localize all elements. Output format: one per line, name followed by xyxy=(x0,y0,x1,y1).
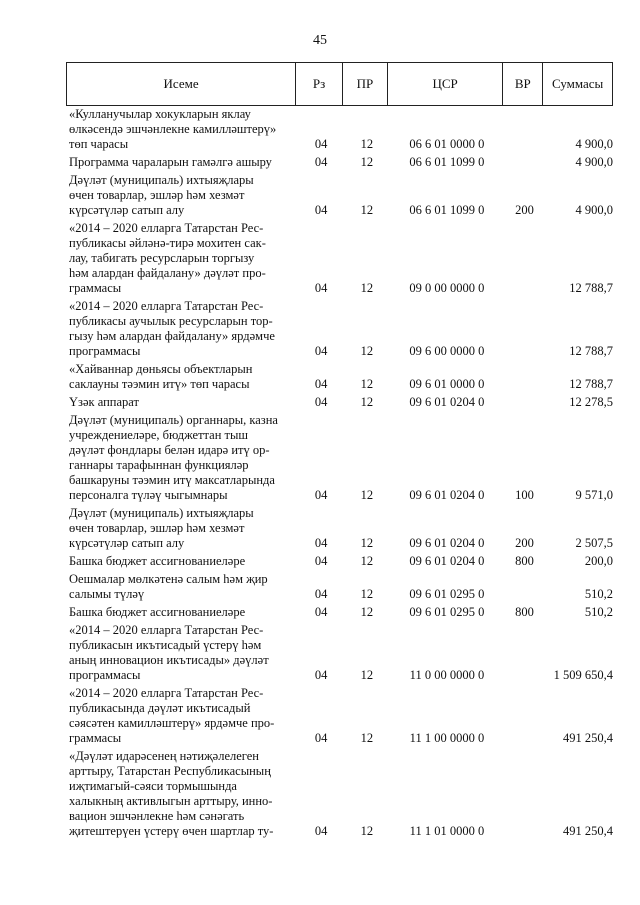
row-name-line: гызу һәм алардан файдалану» ярдәмче xyxy=(69,329,275,343)
row-csr: 06 6 01 1099 0 xyxy=(409,155,485,169)
row-name xyxy=(66,362,290,392)
row-csr: 09 6 01 0295 0 xyxy=(409,605,485,619)
row-name-line: Программа чараларын гамәлгә ашыру xyxy=(69,155,272,169)
table-row xyxy=(66,554,613,569)
row-pr: 12 xyxy=(360,731,374,745)
row-rz: 04 xyxy=(314,824,328,838)
table-row xyxy=(66,686,613,746)
row-name-line: иҗтимагый-сәяси тормышында xyxy=(69,779,237,793)
row-name-line: һәм алардан файдалану» дәүләт про- xyxy=(69,266,266,280)
row-rz: 04 xyxy=(314,395,328,409)
row-sum: 9 571,0 xyxy=(575,488,613,502)
row-vr: 800 xyxy=(515,554,534,568)
row-sum: 4 900,0 xyxy=(575,203,613,217)
row-rz: 04 xyxy=(314,731,328,745)
table-row xyxy=(66,572,613,602)
row-rz: 04 xyxy=(314,554,328,568)
row-name xyxy=(66,173,290,218)
row-csr: 09 6 01 0204 0 xyxy=(409,488,485,502)
row-name xyxy=(66,572,290,602)
row-rz: 04 xyxy=(314,536,328,550)
row-rz: 04 xyxy=(314,668,328,682)
row-name-line: публикасында дәүләт икътисадый xyxy=(69,701,251,715)
table-row xyxy=(66,155,613,170)
row-sum: 491 250,4 xyxy=(563,824,613,838)
header-csr: ЦСР xyxy=(388,63,504,105)
row-name xyxy=(66,299,290,359)
row-vr: 800 xyxy=(515,605,534,619)
row-name-line: граммасы xyxy=(69,731,122,745)
row-name xyxy=(66,506,290,551)
row-name xyxy=(66,413,290,503)
row-name-line: «2014 – 2020 елларга Татарстан Рес- xyxy=(69,686,264,700)
row-name-line: «2014 – 2020 елларга Татарстан Рес- xyxy=(69,221,264,235)
row-rz: 04 xyxy=(314,605,328,619)
row-name-line: персоналга түләү чыгымнары xyxy=(69,488,228,502)
table-row xyxy=(66,395,613,410)
row-name-line: күрсәтүләр сатып алу xyxy=(69,203,185,217)
row-sum: 2 507,5 xyxy=(575,536,613,550)
table-row xyxy=(66,413,613,503)
row-name-line: «Хайваннар дөньясы объектларын xyxy=(69,362,253,376)
row-pr: 12 xyxy=(360,377,374,391)
row-csr: 09 6 01 0295 0 xyxy=(409,587,485,601)
row-pr: 12 xyxy=(360,137,374,151)
row-name-line: «2014 – 2020 елларга Татарстан Рес- xyxy=(69,299,264,313)
page-number: 45 xyxy=(313,33,327,48)
table-row xyxy=(66,299,613,359)
row-rz: 04 xyxy=(314,137,328,151)
row-name xyxy=(66,686,290,746)
row-sum: 200,0 xyxy=(584,554,613,568)
row-csr: 06 6 01 0000 0 xyxy=(409,137,485,151)
row-name-line: халыкның активлыгын арттыру, инно- xyxy=(69,794,273,808)
row-name-line: лау, табигать ресурсларын торгызу xyxy=(69,251,255,265)
row-pr: 12 xyxy=(360,554,374,568)
header-vr: ВР xyxy=(503,63,543,105)
row-csr: 09 0 00 0000 0 xyxy=(409,281,485,295)
row-rz: 04 xyxy=(314,155,328,169)
row-csr: 09 6 01 0204 0 xyxy=(409,554,485,568)
row-sum: 510,2 xyxy=(584,605,613,619)
row-rz: 04 xyxy=(314,488,328,502)
row-name-line: аның инновацион икътисады» дәүләт xyxy=(69,653,269,667)
table-row xyxy=(66,506,613,551)
row-name-line: публикасы аучылык ресурсларын тор- xyxy=(69,314,273,328)
table-row xyxy=(66,623,613,683)
row-pr: 12 xyxy=(360,824,374,838)
row-csr: 11 1 01 0000 0 xyxy=(409,824,485,838)
header-name: Исеме xyxy=(67,63,296,105)
row-name-line: саклауны тәэмин итү» төп чарасы xyxy=(69,377,250,391)
row-name-line: ганнары тарафыннан функцияләр xyxy=(69,458,249,472)
row-name-line: программасы xyxy=(69,344,141,358)
table-body xyxy=(66,107,613,839)
row-rz: 04 xyxy=(314,377,328,391)
row-csr: 09 6 00 0000 0 xyxy=(409,344,485,358)
row-name-line: салымы түләү xyxy=(69,587,145,601)
row-name-line: Үзәк аппарат xyxy=(69,395,139,409)
row-name-line: Дәүләт (муниципаль) ихтыяҗлары xyxy=(69,173,254,187)
row-csr: 06 6 01 1099 0 xyxy=(409,203,485,217)
table-row xyxy=(66,221,613,296)
row-name xyxy=(66,155,290,170)
row-name-line: «2014 – 2020 елларга Татарстан Рес- xyxy=(69,623,264,637)
row-rz: 04 xyxy=(314,281,328,295)
row-name-line: Дәүләт (муниципаль) органнары, казна xyxy=(69,413,278,427)
row-vr: 200 xyxy=(515,203,534,217)
row-name-line: «Дәүләт идарәсенең нәтиҗәлелеген xyxy=(69,749,259,763)
table-row xyxy=(66,362,613,392)
row-name xyxy=(66,107,290,152)
row-vr: 100 xyxy=(515,488,534,502)
row-sum: 4 900,0 xyxy=(575,155,613,169)
row-csr: 11 1 00 0000 0 xyxy=(409,731,485,745)
row-name-line: өчен товарлар, эшләр һәм хезмәт xyxy=(69,188,245,202)
row-pr: 12 xyxy=(360,395,374,409)
table-row xyxy=(66,173,613,218)
row-name xyxy=(66,395,290,410)
row-sum: 1 509 650,4 xyxy=(553,668,613,682)
table-row xyxy=(66,749,613,839)
row-sum: 12 278,5 xyxy=(569,395,613,409)
row-name-line: сәясәтен камилләштерү» ярдәмче про- xyxy=(69,716,275,730)
row-name-line: Башка бюджет ассигнованиеләре xyxy=(69,554,246,568)
row-name-line: «Кулланучылар хокукларын яклау xyxy=(69,107,251,121)
row-name-line: Дәүләт (муниципаль) ихтыяҗлары xyxy=(69,506,254,520)
row-csr: 11 0 00 0000 0 xyxy=(409,668,485,682)
header-pr: ПР xyxy=(343,63,388,105)
row-pr: 12 xyxy=(360,281,374,295)
table-row xyxy=(66,107,613,152)
row-sum: 12 788,7 xyxy=(569,281,613,295)
row-name-line: күрсәтүләр сатып алу xyxy=(69,536,185,550)
row-rz: 04 xyxy=(314,203,328,217)
row-sum: 12 788,7 xyxy=(569,344,613,358)
row-name-line: арттыру, Татарстан Республикасының xyxy=(69,764,271,778)
row-name-line: публикасы әйләнә-тирә мохитен сак- xyxy=(69,236,266,250)
row-name-line: өчен товарлар, эшләр һәм хезмәт xyxy=(69,521,245,535)
table-row xyxy=(66,605,613,620)
row-name xyxy=(66,554,290,569)
row-pr: 12 xyxy=(360,203,374,217)
row-pr: 12 xyxy=(360,536,374,550)
row-name-line: программасы xyxy=(69,668,141,682)
row-name xyxy=(66,749,290,839)
row-name xyxy=(66,221,290,296)
row-rz: 04 xyxy=(314,587,328,601)
row-name-line: дәүләт фондлары белән идарә итү ор- xyxy=(69,443,270,457)
row-pr: 12 xyxy=(360,488,374,502)
row-sum: 4 900,0 xyxy=(575,137,613,151)
row-pr: 12 xyxy=(360,155,374,169)
row-csr: 09 6 01 0204 0 xyxy=(409,536,485,550)
row-csr: 09 6 01 0204 0 xyxy=(409,395,485,409)
header-rz: Рз xyxy=(296,63,343,105)
row-pr: 12 xyxy=(360,668,374,682)
row-pr: 12 xyxy=(360,587,374,601)
row-sum: 491 250,4 xyxy=(563,731,613,745)
header-sum: Суммасы xyxy=(551,76,604,91)
row-rz: 04 xyxy=(314,344,328,358)
row-name-line: учреждениеләре, бюджеттан тыш xyxy=(69,428,249,442)
row-name-line: Башка бюджет ассигнованиеләре xyxy=(69,605,246,619)
row-name xyxy=(66,605,290,620)
row-pr: 12 xyxy=(360,605,374,619)
row-vr: 200 xyxy=(515,536,534,550)
row-name-line: Оешмалар мөлкәтенә салым һәм җир xyxy=(69,572,268,586)
row-name-line: төп чарасы xyxy=(69,137,129,151)
row-sum: 12 788,7 xyxy=(569,377,613,391)
row-pr: 12 xyxy=(360,344,374,358)
row-name-line: публикасын икътисадый үстерү һәм xyxy=(69,638,262,652)
row-sum: 510,2 xyxy=(584,587,613,601)
row-name-line: граммасы xyxy=(69,281,122,295)
row-name-line: вацион эшчәнлекне һәм сәнәгать xyxy=(69,809,245,823)
row-name xyxy=(66,623,290,683)
row-name-line: өлкәсендә эшчәнлекне камилләштерү» xyxy=(69,122,277,136)
table-header xyxy=(66,62,613,106)
row-name-line: җитештерүен үстерү өчен шартлар ту- xyxy=(69,824,274,838)
row-name-line: башкаруны тәэмин итү максатларында xyxy=(69,473,275,487)
row-csr: 09 6 01 0000 0 xyxy=(409,377,485,391)
